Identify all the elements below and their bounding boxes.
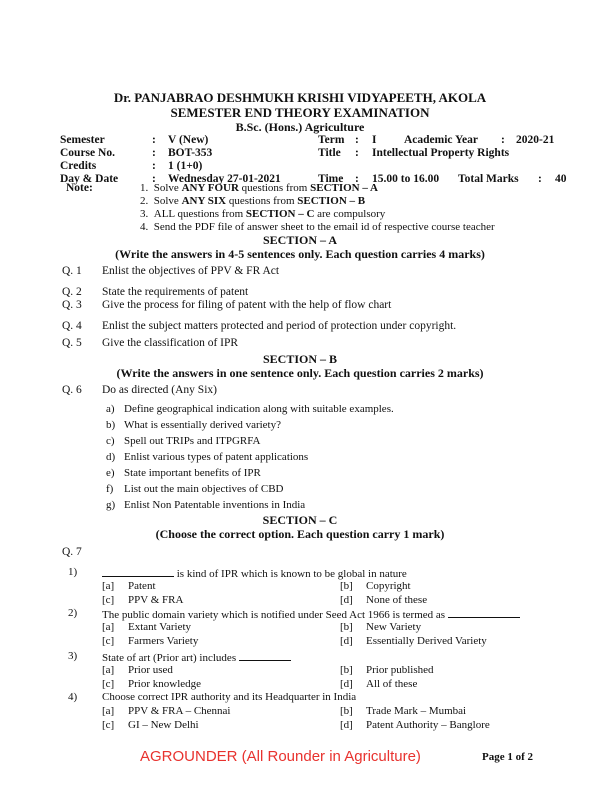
note-item: 3. ALL questions from SECTION – C are compulsory: [140, 208, 386, 220]
option-label: [c]: [102, 719, 115, 731]
option-text: Prior knowledge: [128, 678, 202, 690]
degree-title: B.Sc. (Hons.) Agriculture: [235, 120, 365, 134]
semester-label: Semester: [60, 134, 105, 146]
sub-label: d): [106, 451, 116, 463]
mcq-number: 2): [68, 607, 78, 619]
option-text: Trade Mark – Mumbai: [366, 705, 467, 717]
option-text: Prior used: [128, 664, 173, 676]
mcq-number: 1): [68, 566, 78, 578]
section-c-instruction: (Choose the correct option. Each question carry 1 mark): [155, 527, 445, 541]
option-label: [d]: [340, 719, 353, 731]
mcq-text: State of art (Prior art) includes: [102, 650, 291, 664]
course-value: BOT-353: [168, 147, 213, 159]
sub-label: c): [106, 435, 115, 447]
academic-year-value: 2020-21: [516, 134, 555, 146]
mcq-text: is kind of IPR which is known to be global in nature: [102, 566, 407, 580]
colon: :: [152, 160, 156, 172]
question-number: Q. 3: [62, 299, 82, 311]
time-label: Time: [318, 173, 344, 185]
term-value: I: [372, 134, 377, 146]
watermark-footer: AGROUNDER (All Rounder in Agriculture): [140, 748, 421, 765]
title-label: Title: [318, 147, 341, 159]
exam-title: SEMESTER END THEORY EXAMINATION: [170, 105, 430, 120]
option-label: [a]: [102, 621, 115, 633]
sub-label: g): [106, 499, 116, 511]
colon: :: [355, 134, 359, 146]
option-text: GI – New Delhi: [128, 719, 199, 731]
university-name: Dr. PANJABRAO DESHMUKH KRISHI VIDYAPEETH, AKOLA: [113, 90, 487, 105]
term-label: Term: [318, 134, 345, 146]
section-c-title: SECTION – C: [262, 513, 338, 527]
sub-question: List out the main objectives of CBD: [124, 483, 284, 495]
option-label: [c]: [102, 594, 115, 606]
mcq-text: The public domain variety which is notified under Seed Act 1966 is termed as: [102, 607, 520, 621]
question-number: Q. 1: [62, 265, 82, 277]
sub-label: b): [106, 419, 116, 431]
option-text: None of these: [366, 594, 428, 606]
question-number: Q. 7: [62, 546, 82, 558]
answer-blank: [448, 607, 520, 618]
colon: :: [538, 173, 542, 185]
credits-label: Credits: [60, 160, 97, 172]
section-b-instruction: (Write the answers in one sentence only. Each question carries 2 marks): [116, 366, 484, 380]
question-number: Q. 2: [62, 286, 82, 298]
option-label: [d]: [340, 594, 353, 606]
mcq-number: 4): [68, 691, 78, 703]
option-label: [a]: [102, 705, 115, 717]
option-text: Patent: [128, 580, 156, 592]
course-label: Course No.: [60, 147, 115, 159]
page-number: Page 1 of 2: [482, 751, 534, 763]
semester-value: V (New): [168, 134, 209, 146]
answer-blank: [239, 650, 291, 661]
section-a-title: SECTION – A: [262, 233, 338, 247]
option-text: Copyright: [366, 580, 411, 592]
option-text: Patent Authority – Banglore: [366, 719, 490, 731]
total-marks-label: Total Marks: [458, 173, 519, 185]
colon: :: [152, 134, 156, 146]
question-number: Q. 4: [62, 320, 82, 332]
answer-blank: [102, 566, 174, 577]
sub-label: a): [106, 403, 115, 415]
option-text: Essentially Derived Variety: [366, 635, 487, 647]
option-label: [b]: [340, 621, 353, 633]
option-label: [d]: [340, 678, 353, 690]
colon: :: [355, 147, 359, 159]
credits-value: 1 (1+0): [168, 160, 203, 172]
question-text: Do as directed (Any Six): [102, 384, 217, 396]
sub-question: Define geographical indication along with suitable examples.: [124, 403, 394, 415]
day-date-label: Day & Date: [60, 173, 119, 185]
option-text: Extant Variety: [128, 621, 192, 633]
sub-label: e): [106, 467, 115, 479]
academic-year-label: Academic Year: [404, 134, 478, 146]
option-label: [a]: [102, 664, 115, 676]
time-value: 15.00 to 16.00: [372, 173, 440, 185]
option-label: [c]: [102, 678, 115, 690]
sub-question: What is essentially derived variety?: [124, 419, 281, 431]
option-label: [a]: [102, 580, 115, 592]
question-text: Give the classification of IPR: [102, 337, 239, 349]
question-text: Give the process for filing of patent with the help of flow chart: [102, 299, 392, 311]
option-text: Prior published: [366, 664, 434, 676]
sub-question: Spell out TRIPs and ITPGRFA: [124, 435, 261, 447]
sub-question: Enlist Non Patentable inventions in India: [124, 499, 306, 511]
note-item: 1. Solve ANY FOUR questions from SECTION – A: [140, 182, 378, 194]
option-label: [b]: [340, 664, 353, 676]
section-b-title: SECTION – B: [262, 352, 338, 366]
sub-question: State important benefits of IPR: [124, 467, 261, 479]
title-value: Intellectual Property Rights: [372, 147, 510, 159]
mcq-text: Choose correct IPR authority and its Headquarter in India: [102, 691, 357, 703]
option-text: PPV & FRA: [128, 594, 184, 606]
sub-question: Enlist various types of patent applications: [124, 451, 309, 463]
colon: :: [152, 173, 156, 185]
colon: :: [152, 147, 156, 159]
section-a-instruction: (Write the answers in 4-5 sentences only. Each question carries 4 marks): [115, 247, 485, 261]
note-label: Note:: [66, 182, 93, 194]
option-label: [b]: [340, 580, 353, 592]
note-item: 2. Solve ANY SIX questions from SECTION – B: [140, 195, 366, 207]
question-text: State the requirements of patent: [102, 286, 249, 298]
option-text: Farmers Variety: [128, 635, 199, 647]
day-date-value: Wednesday 27-01-2021: [168, 173, 281, 185]
colon: :: [501, 134, 505, 146]
option-label: [b]: [340, 705, 353, 717]
question-text: Enlist the subject matters protected and period of protection under copyright.: [102, 320, 457, 332]
colon: :: [355, 173, 359, 185]
option-text: All of these: [366, 678, 418, 690]
note-item: 4. Send the PDF file of answer sheet to the email id of respective course teacher: [140, 221, 495, 233]
question-number: Q. 6: [62, 384, 82, 396]
option-label: [c]: [102, 635, 115, 647]
question-text: Enlist the objectives of PPV & FR Act: [102, 265, 280, 277]
mcq-number: 3): [68, 650, 78, 662]
sub-label: f): [106, 483, 114, 495]
option-text: PPV & FRA – Chennai: [128, 705, 231, 717]
question-number: Q. 5: [62, 337, 82, 349]
option-text: New Variety: [366, 621, 422, 633]
total-marks-value: 40: [555, 173, 567, 185]
option-label: [d]: [340, 635, 353, 647]
